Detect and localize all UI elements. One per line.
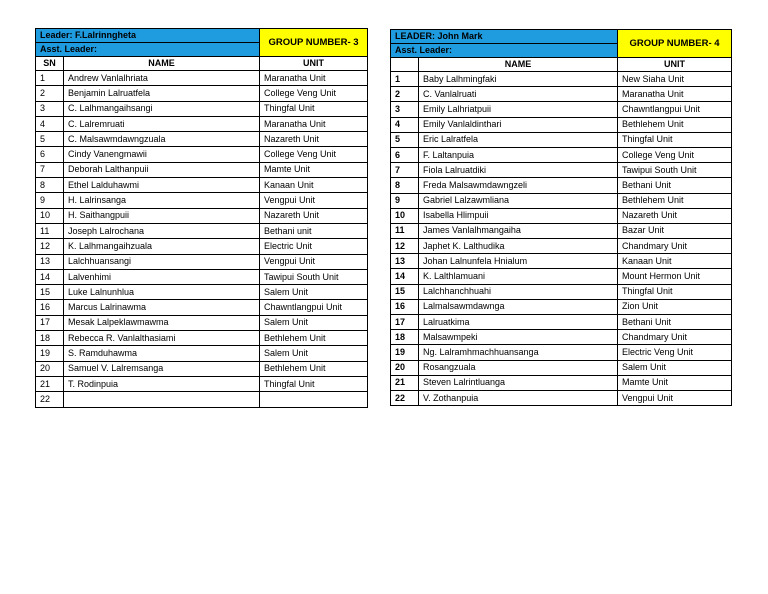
group-4-asst-leader: Asst. Leader: [391, 44, 618, 58]
row-sn: 12 [391, 239, 419, 254]
table-row [36, 71, 368, 86]
row-name: Steven Lalrintluanga [419, 375, 618, 390]
table-row [391, 117, 732, 132]
row-sn: 5 [391, 132, 419, 147]
row-name: V. Zothanpuia [419, 390, 618, 405]
row-name: Lalvenhimi [64, 269, 260, 284]
row-sn: 10 [36, 208, 64, 223]
row-unit: Thingfal Unit [618, 132, 732, 147]
row-name: Cindy Vanengmawii [64, 147, 260, 162]
row-sn: 9 [36, 193, 64, 208]
table-row [36, 178, 368, 193]
row-name: Benjamin Lalruatfela [64, 86, 260, 101]
row-name: Freda Malsawmdawngzeli [419, 178, 618, 193]
row-sn: 22 [36, 392, 64, 407]
row-name: Luke Lalnunhlua [64, 285, 260, 300]
row-sn: 19 [391, 345, 419, 360]
table-row [36, 86, 368, 101]
table-row [36, 331, 368, 346]
row-sn: 22 [391, 390, 419, 405]
table-row [391, 193, 732, 208]
row-unit: Bazar Unit [618, 223, 732, 238]
row-unit [260, 392, 368, 407]
row-sn: 16 [36, 300, 64, 315]
row-name: C. Vanlalruati [419, 87, 618, 102]
row-unit: Bethlehem Unit [260, 331, 368, 346]
row-name: Japhet K. Lalthudika [419, 239, 618, 254]
row-sn: 6 [36, 147, 64, 162]
table-row [36, 254, 368, 269]
row-name: C. Lalhmangaihsangi [64, 101, 260, 116]
row-name: Eric Lalratfela [419, 132, 618, 147]
table-row [36, 346, 368, 361]
row-name: Lalchhanchhuahi [419, 284, 618, 299]
row-unit: College Veng Unit [260, 147, 368, 162]
table-row [36, 147, 368, 162]
row-sn: 12 [36, 239, 64, 254]
row-unit: Vengpui Unit [260, 193, 368, 208]
row-unit: Nazareth Unit [618, 208, 732, 223]
row-name: Deborah Lalthanpuii [64, 162, 260, 177]
row-unit: New Siaha Unit [618, 72, 732, 87]
table-row [391, 360, 732, 375]
table-row [391, 102, 732, 117]
row-unit: Salem Unit [260, 315, 368, 330]
row-unit: Chawntlangpui Unit [260, 300, 368, 315]
row-unit: Bethlehem Unit [618, 117, 732, 132]
row-sn: 18 [36, 331, 64, 346]
row-unit: Salem Unit [618, 360, 732, 375]
row-unit: Nazareth Unit [260, 132, 368, 147]
row-name: Baby Lalhmingfaki [419, 72, 618, 87]
row-unit: Electric Unit [260, 239, 368, 254]
row-name: Gabriel Lalzawmliana [419, 193, 618, 208]
table-row [36, 269, 368, 284]
row-unit: Vengpui Unit [260, 254, 368, 269]
name-header: NAME [419, 58, 618, 72]
table-row [391, 330, 732, 345]
row-name: H. Saithangpuii [64, 208, 260, 223]
row-name: Rosangzuala [419, 360, 618, 375]
row-unit: Salem Unit [260, 346, 368, 361]
row-name: K. Lalhmangaihzuala [64, 239, 260, 254]
row-name: Lalchhuansangi [64, 254, 260, 269]
row-unit: Salem Unit [260, 285, 368, 300]
row-name: Malsawmpeki [419, 330, 618, 345]
sn-header: SN [36, 57, 64, 71]
table-row [391, 315, 732, 330]
row-sn: 17 [36, 315, 64, 330]
row-sn: 11 [391, 223, 419, 238]
row-name: Ng. Lalramhmachhuansanga [419, 345, 618, 360]
row-name: Fiola Lalruatdiki [419, 163, 618, 178]
row-name: Mesak Lalpeklawmawma [64, 315, 260, 330]
row-sn: 13 [36, 254, 64, 269]
row-name: Joseph Lalrochana [64, 223, 260, 238]
row-sn: 19 [36, 346, 64, 361]
row-name: C. Malsawmdawngzuala [64, 132, 260, 147]
row-name: James Vanlalhmangaiha [419, 223, 618, 238]
row-sn: 4 [36, 116, 64, 131]
row-unit: Thingfal Unit [260, 376, 368, 391]
row-unit: Bethani Unit [618, 315, 732, 330]
row-name: Emily Vanlaldinthari [419, 117, 618, 132]
row-sn: 3 [391, 102, 419, 117]
table-row [391, 208, 732, 223]
table-row [36, 193, 368, 208]
row-unit: Maranatha Unit [618, 87, 732, 102]
table-row [391, 284, 732, 299]
row-unit: Kanaan Unit [618, 254, 732, 269]
table-row [36, 239, 368, 254]
row-unit: Mount Hermon Unit [618, 269, 732, 284]
row-unit: Bethlehem Unit [260, 361, 368, 376]
sn-header [391, 58, 419, 72]
row-unit: Nazareth Unit [260, 208, 368, 223]
row-sn: 2 [391, 87, 419, 102]
group-3-asst-leader: Asst. Leader: [36, 43, 260, 57]
row-sn: 11 [36, 223, 64, 238]
row-name: S. Ramduhawma [64, 346, 260, 361]
table-row [391, 239, 732, 254]
row-sn: 1 [36, 71, 64, 86]
table-row [391, 254, 732, 269]
group-4-number: GROUP NUMBER- 4 [618, 30, 732, 58]
table-row [391, 223, 732, 238]
table-row [36, 392, 368, 407]
row-sn: 20 [391, 360, 419, 375]
row-unit: College Veng Unit [260, 86, 368, 101]
table-row [36, 208, 368, 223]
row-unit: Bethlehem Unit [618, 193, 732, 208]
row-sn: 7 [391, 163, 419, 178]
row-name: K. Lalthlamuani [419, 269, 618, 284]
table-row [391, 163, 732, 178]
row-name: F. Laltanpuia [419, 147, 618, 162]
table-row [391, 269, 732, 284]
row-unit: Maranatha Unit [260, 71, 368, 86]
group-4-leader: LEADER: John Mark [391, 30, 618, 44]
row-sn: 17 [391, 315, 419, 330]
group-3-column-headers [36, 57, 368, 71]
table-row [391, 299, 732, 314]
row-sn: 8 [391, 178, 419, 193]
row-name: H. Lalrinsanga [64, 193, 260, 208]
row-name: T. Rodinpuia [64, 376, 260, 391]
table-row [391, 178, 732, 193]
row-name: Isabella Hlimpuii [419, 208, 618, 223]
table-row [36, 132, 368, 147]
row-name: Lalruatkima [419, 315, 618, 330]
row-sn: 4 [391, 117, 419, 132]
group-4-column-headers [391, 58, 732, 72]
table-row [36, 361, 368, 376]
group-3-number: GROUP NUMBER- 3 [260, 29, 368, 57]
row-unit: Electric Veng Unit [618, 345, 732, 360]
row-sn: 6 [391, 147, 419, 162]
group-3-leader: Leader: F.Lalrinngheta [36, 29, 260, 43]
row-name: Marcus Lalrinawma [64, 300, 260, 315]
row-sn: 14 [36, 269, 64, 284]
row-sn: 3 [36, 101, 64, 116]
name-header: NAME [64, 57, 260, 71]
row-sn: 1 [391, 72, 419, 87]
group-4-table [390, 29, 732, 406]
row-unit: Chawntlangpui Unit [618, 102, 732, 117]
row-unit: Thingfal Unit [618, 284, 732, 299]
row-sn: 15 [36, 285, 64, 300]
table-row [36, 300, 368, 315]
row-sn: 21 [391, 375, 419, 390]
row-unit: Zion Unit [618, 299, 732, 314]
table-row [391, 87, 732, 102]
table-row [391, 375, 732, 390]
row-sn: 7 [36, 162, 64, 177]
row-unit: Maranatha Unit [260, 116, 368, 131]
table-row [36, 162, 368, 177]
row-name: Samuel V. Lalremsanga [64, 361, 260, 376]
row-unit: Kanaan Unit [260, 178, 368, 193]
row-name: Andrew Vanlalhriata [64, 71, 260, 86]
table-row [36, 101, 368, 116]
row-name: Johan Lalnunfela Hnialum [419, 254, 618, 269]
unit-header: UNIT [260, 57, 368, 71]
table-row [391, 72, 732, 87]
table-row [36, 116, 368, 131]
row-unit: Chandmary Unit [618, 330, 732, 345]
row-sn: 9 [391, 193, 419, 208]
row-unit: Vengpui Unit [618, 390, 732, 405]
row-sn: 8 [36, 178, 64, 193]
row-name: Ethel Lalduhawmi [64, 178, 260, 193]
row-name: C. Lalremruati [64, 116, 260, 131]
row-unit: Chandmary Unit [618, 239, 732, 254]
row-sn: 20 [36, 361, 64, 376]
row-name: Rebecca R. Vanlalthasiami [64, 331, 260, 346]
row-sn: 16 [391, 299, 419, 314]
table-row [391, 132, 732, 147]
group-3-table [35, 28, 368, 408]
row-name: Emily Lalhriatpuii [419, 102, 618, 117]
row-unit: Mamte Unit [618, 375, 732, 390]
row-unit: Tawipui South Unit [260, 269, 368, 284]
table-row [391, 147, 732, 162]
table-row [36, 285, 368, 300]
row-unit: Thingfal Unit [260, 101, 368, 116]
table-row [36, 376, 368, 391]
row-unit: Tawipui South Unit [618, 163, 732, 178]
unit-header: UNIT [618, 58, 732, 72]
row-sn: 10 [391, 208, 419, 223]
table-row [36, 223, 368, 238]
row-sn: 14 [391, 269, 419, 284]
row-sn: 18 [391, 330, 419, 345]
row-sn: 13 [391, 254, 419, 269]
row-sn: 15 [391, 284, 419, 299]
row-unit: College Veng Unit [618, 147, 732, 162]
row-name: Lalmalsawmdawnga [419, 299, 618, 314]
row-sn: 2 [36, 86, 64, 101]
table-row [391, 390, 732, 405]
row-sn: 5 [36, 132, 64, 147]
table-row [36, 315, 368, 330]
row-name [64, 392, 260, 407]
row-unit: Bethani unit [260, 223, 368, 238]
row-unit: Mamte Unit [260, 162, 368, 177]
table-row [391, 345, 732, 360]
row-sn: 21 [36, 376, 64, 391]
row-unit: Bethani Unit [618, 178, 732, 193]
